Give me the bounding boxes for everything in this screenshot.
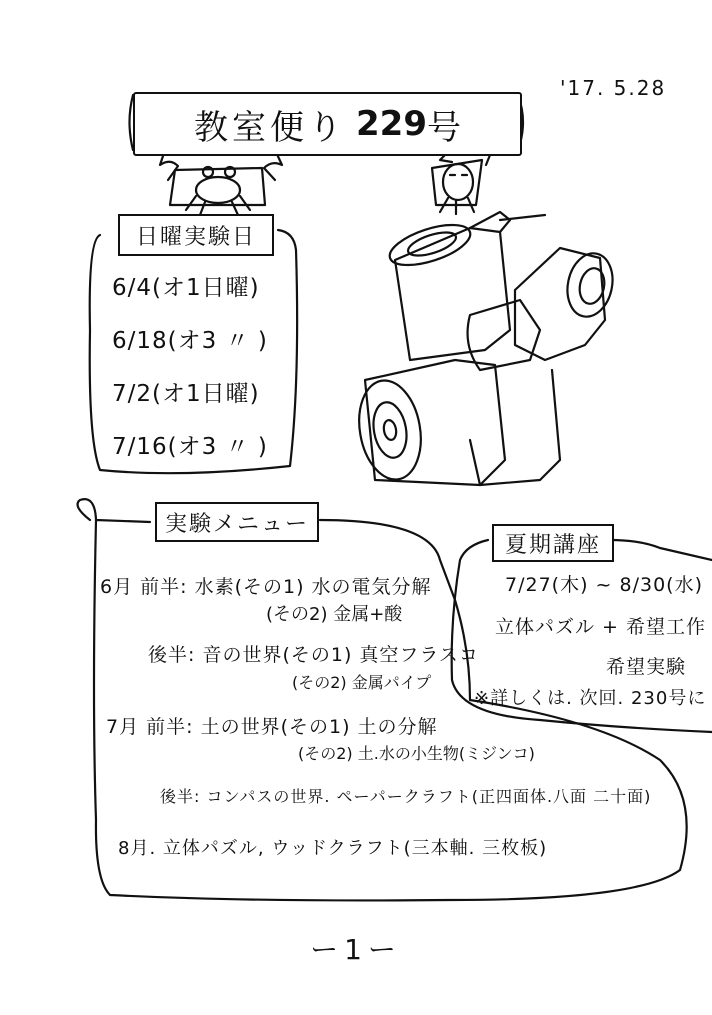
menu-july-first-half: 7月 前半: 土の世界(その1) 土の分解 xyxy=(106,716,438,738)
summer-heading: 夏期講座 xyxy=(492,524,614,562)
menu-july-first-half-2: (その2) 土.水の小生物(ミジンコ) xyxy=(298,744,535,763)
menu-june-second-half: 後半: 音の世界(その1) 真空フラスコ xyxy=(148,644,479,666)
issue-number: 229 xyxy=(356,104,427,144)
summer-line-1: 立体パズル + 希望工作 xyxy=(495,616,706,638)
issue-date: '17. 5.28 xyxy=(560,76,667,100)
menu-heading: 実験メニュー xyxy=(155,502,319,542)
menu-june-first-half-2: (その2) 金属+酸 xyxy=(266,604,403,625)
summer-note: ※詳しくは. 次回. 230号に xyxy=(474,688,707,709)
page-number: ー1ー xyxy=(310,933,402,966)
schedule-date-4: 7/16(オ3 〃 ) xyxy=(112,434,268,460)
crab-left xyxy=(160,150,282,215)
menu-july-second-half: 後半: コンパスの世界. ペーパークラフト(正四面体.八面 二十面) xyxy=(160,787,652,806)
schedule-date-1: 6/4(オ1日曜) xyxy=(112,275,260,301)
schedule-date-2: 6/18(オ3 〃 ) xyxy=(112,328,268,354)
schedule-list xyxy=(112,262,268,474)
summer-dates: 7/27(木) ~ 8/30(水) xyxy=(505,574,703,596)
schedule-heading: 日曜実験日 xyxy=(118,214,274,256)
menu-august: 8月. 立体パズル, ウッドクラフト(三本軸. 三枚板) xyxy=(118,838,548,859)
summer-line-2: 希望実験 xyxy=(606,656,687,678)
issue-suffix: 号 xyxy=(426,107,461,148)
title-banner xyxy=(133,92,522,156)
schedule-date-3: 7/2(オ1日曜) xyxy=(112,381,260,407)
title-text: 教室便り xyxy=(194,107,346,148)
crab-right xyxy=(432,148,492,214)
menu-june-second-half-2: (その2) 金属パイプ xyxy=(292,673,432,692)
menu-june-first-half: 6月 前半: 水素(その1) 水の電気分解 xyxy=(100,576,432,598)
puzzle-logs xyxy=(352,212,618,485)
